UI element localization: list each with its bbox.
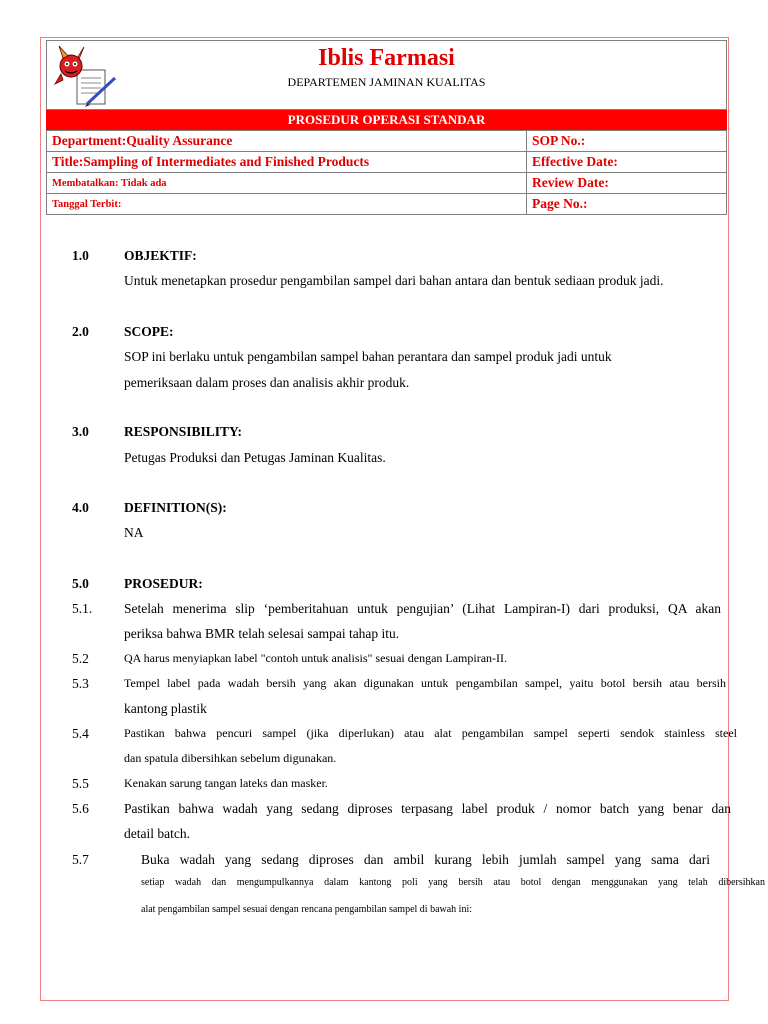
document-header — [46, 40, 727, 220]
step-text: alat pengambilan sampel sesuai dengan rencana pengambilan sampel di bawah ini: — [141, 904, 472, 915]
meta-supersedes: Membatalkan: Tidak ada — [47, 173, 527, 194]
meta-row — [47, 131, 727, 152]
step-text: Pastikan bahwa wadah yang sedang diproses terpasang label produk / nomor batch yang benar dan — [124, 801, 731, 816]
section-number: 4.0 — [72, 500, 89, 515]
meta-row — [47, 194, 727, 215]
section-heading: SCOPE: — [124, 324, 174, 339]
logo-title-box — [46, 40, 727, 110]
meta-effective-date: Effective Date: — [527, 152, 727, 173]
meta-title: Title:Sampling of Intermediates and Finished Products — [47, 152, 527, 173]
step-text: setiap wadah dan mengumpulkannya dalam kantong poli yang bersih atau botol dengan menggunakan yang telah dibersihkan — [141, 877, 765, 888]
step-number: 5.7 — [72, 852, 89, 867]
step-number: 5.4 — [72, 726, 89, 741]
step-text: detail batch. — [124, 826, 190, 841]
sop-title-bar: PROSEDUR OPERASI STANDAR — [46, 110, 727, 130]
section-heading: OBJEKTIF: — [124, 248, 197, 263]
step-number: 5.2 — [72, 651, 89, 666]
step-text: kantong plastik — [124, 701, 207, 716]
step-text: Tempel label pada wadah bersih yang akan digunakan untuk pengambilan sampel, yaitu botol bersih atau bersih — [124, 676, 726, 690]
step-text: periksa bahwa BMR telah selesai sampai tahap itu. — [124, 626, 400, 641]
section-heading: DEFINITION(S): — [124, 500, 227, 515]
section-heading: PROSEDUR: — [124, 576, 203, 591]
section-text: Petugas Produksi dan Petugas Jaminan Kualitas. — [124, 450, 386, 465]
meta-row — [47, 173, 727, 194]
step-number: 5.6 — [72, 801, 89, 816]
section-number: 1.0 — [72, 248, 89, 263]
company-name: Iblis Farmasi — [318, 45, 455, 71]
section-heading: RESPONSIBILITY: — [124, 424, 243, 439]
meta-page-no: Page No.: — [527, 194, 727, 215]
meta-issue-date: Tanggal Terbit: — [47, 194, 527, 215]
section-text: SOP ini berlaku untuk pengambilan sampel bahan perantara dan sampel produk jadi untuk — [124, 349, 612, 364]
meta-row — [47, 152, 727, 173]
section-text: pemeriksaan dalam proses dan analisis akhir produk. — [124, 375, 410, 390]
meta-department: Department:Quality Assurance — [47, 131, 527, 152]
meta-sop-no: SOP No.: — [527, 131, 727, 152]
step-text: Kenakan sarung tangan lateks dan masker. — [124, 776, 328, 790]
step-text: Pastikan bahwa pencuri sampel (jika diperlukan) atau alat pengambilan sampel seperti sendok stainless steel — [124, 726, 737, 740]
section-number: 3.0 — [72, 424, 89, 439]
department-subtitle: DEPARTEMEN JAMINAN KUALITAS — [287, 75, 486, 89]
step-number: 5.3 — [72, 676, 89, 691]
sop-meta-table — [46, 130, 727, 215]
step-text: QA harus menyiapkan label "contoh untuk analisis" sesuai dengan Lampiran-II. — [124, 651, 508, 665]
meta-review-date: Review Date: — [527, 173, 727, 194]
section-number: 5.0 — [72, 576, 89, 591]
step-text: Buka wadah yang sedang diproses dan ambil kurang lebih jumlah sampel yang sama dari — [141, 852, 710, 867]
section-text: NA — [124, 525, 144, 540]
step-number: 5.1. — [72, 601, 93, 616]
section-text: Untuk menetapkan prosedur pengambilan sampel dari bahan antara dan bentuk sediaan produk jadi. — [124, 273, 664, 288]
step-text: dan spatula dibersihkan sebelum digunakan. — [124, 751, 337, 765]
step-number: 5.5 — [72, 776, 89, 791]
step-text: Setelah menerima slip ‘pemberitahuan untuk pengujian’ (Lihat Lampiran-I) dari produksi, QA akan — [124, 601, 721, 616]
section-number: 2.0 — [72, 324, 89, 339]
